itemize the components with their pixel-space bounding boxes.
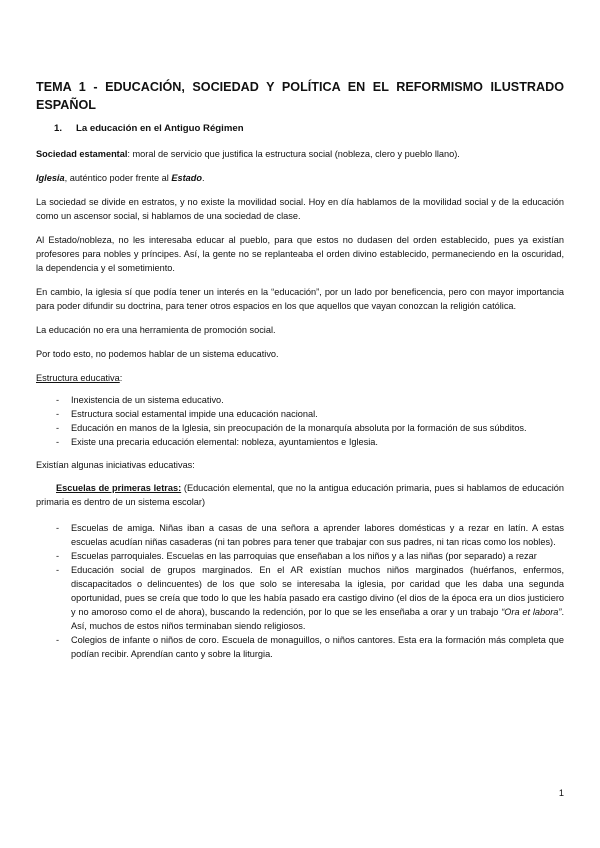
list-item: - Estructura social estamental impide una educación nacional. bbox=[56, 409, 318, 419]
list-item: - Escuelas parroquiales. Escuelas en las parroquias que enseñaban a los niños y a las niñas (por separado) a rezar bbox=[56, 551, 537, 561]
section-number: 1. bbox=[54, 123, 63, 134]
paragraph-estado-nobleza: Al Estado/nobleza, no les interesaba educar al pueblo, para que estos no dudasen del orden establecido, pues ya existían profesores para nobles y príncipes. Así, la gente no se replanteaba el orden divino establecido, permaneciendo en la oscuridad, la dependencia y el sometimiento. bbox=[36, 235, 564, 273]
page-title: TEMA 1 - EDUCACIÓN, SOCIEDAD Y POLÍTICA EN EL REFORMISMO ILUSTRADO ESPAÑOL bbox=[36, 80, 564, 112]
page-number: 1 bbox=[558, 788, 564, 798]
section-heading bbox=[36, 123, 564, 135]
paragraph-conclusion: Por todo esto, no podemos hablar de un sistema educativo. bbox=[36, 349, 279, 359]
section-title: La educación en el Antiguo Régimen bbox=[76, 123, 244, 134]
list-item: - Colegios de infante o niños de coro. Escuela de monaguillos, o niños cantores. Esta era la formación más completa que podían recibir. Aprendían canto y sobre la liturgia. bbox=[56, 635, 564, 659]
paragraph-iglesia: Iglesia, auténtico poder frente al Estado. bbox=[36, 173, 205, 183]
estructura-list bbox=[36, 393, 564, 449]
list-item: - Educación social de grupos marginados. En el AR existían muchos niños marginados (huérfanos, enfermos, discapacitados o delincuentes) de los que solo se interesaba la iglesia, por caridad que les daba una segunda oportunidad, pues se creía que todo lo que les había pasado era castigo divino (el dios de la época era un dios justiciero y no amoroso como el de ahora), buscando la redención, por lo que se les enseñaba a orar y un trabajo “Ora et labora”. Así, muchos de estos niños terminaban siendo religiosos. bbox=[56, 565, 564, 631]
document-page bbox=[36, 78, 564, 670]
list-item: - Educación en manos de la Iglesia, sin preocupación de la monarquía absoluta por la formación de sus súbditos. bbox=[56, 423, 527, 433]
term-estado: Estado bbox=[171, 173, 202, 183]
estructura-heading: Estructura educativa: bbox=[36, 373, 123, 383]
term-sociedad-estamental: Sociedad estamental bbox=[36, 149, 128, 159]
paragraph-sociedad-estamental: Sociedad estamental: moral de servicio que justifica la estructura social (nobleza, clero y pueblo llano). bbox=[36, 149, 460, 159]
escuelas-heading: Escuelas de primeras letras: bbox=[56, 483, 182, 493]
list-item: - Existe una precaria educación elemental: nobleza, ayuntamientos e Iglesia. bbox=[56, 437, 378, 447]
paragraph-estratos: La sociedad se divide en estratos, y no existe la movilidad social. Hoy en día hablamos de la movilidad social y de la educación como un ascensor social, si hablamos de una sociedad de clase. bbox=[36, 197, 564, 221]
list-item: - Inexistencia de un sistema educativo. bbox=[56, 395, 224, 405]
escuelas-primeras-letras: Escuelas de primeras letras: (Educación elemental, que no la antigua educación primaria, pues si hablamos de educación primaria es dentro de un sistema escolar) bbox=[36, 483, 564, 507]
paragraph-promocion-social: La educación no era una herramienta de promoción social. bbox=[36, 325, 276, 335]
term-iglesia: Iglesia bbox=[36, 173, 65, 183]
paragraph-iniciativas: Existían algunas iniciativas educativas: bbox=[36, 460, 195, 470]
escuelas-list bbox=[36, 521, 564, 661]
list-item: - Escuelas de amiga. Niñas iban a casas de una señora a aprender labores domésticas y a rezar en latín. A estas escuelas acudían niñas casaderas (ni tan pobres para tener que trabajar con sus padres, ni tan ricas como los nobles). bbox=[56, 523, 564, 547]
paragraph-iglesia-interes: En cambio, la iglesia sí que podía tener un interés en la “educación”, por un lado por beneficencia, pero con mayor importancia para poder difundir su doctrina, para tener otros espacios en los que aquellos que vayan conozcan la religión católica. bbox=[36, 287, 564, 311]
